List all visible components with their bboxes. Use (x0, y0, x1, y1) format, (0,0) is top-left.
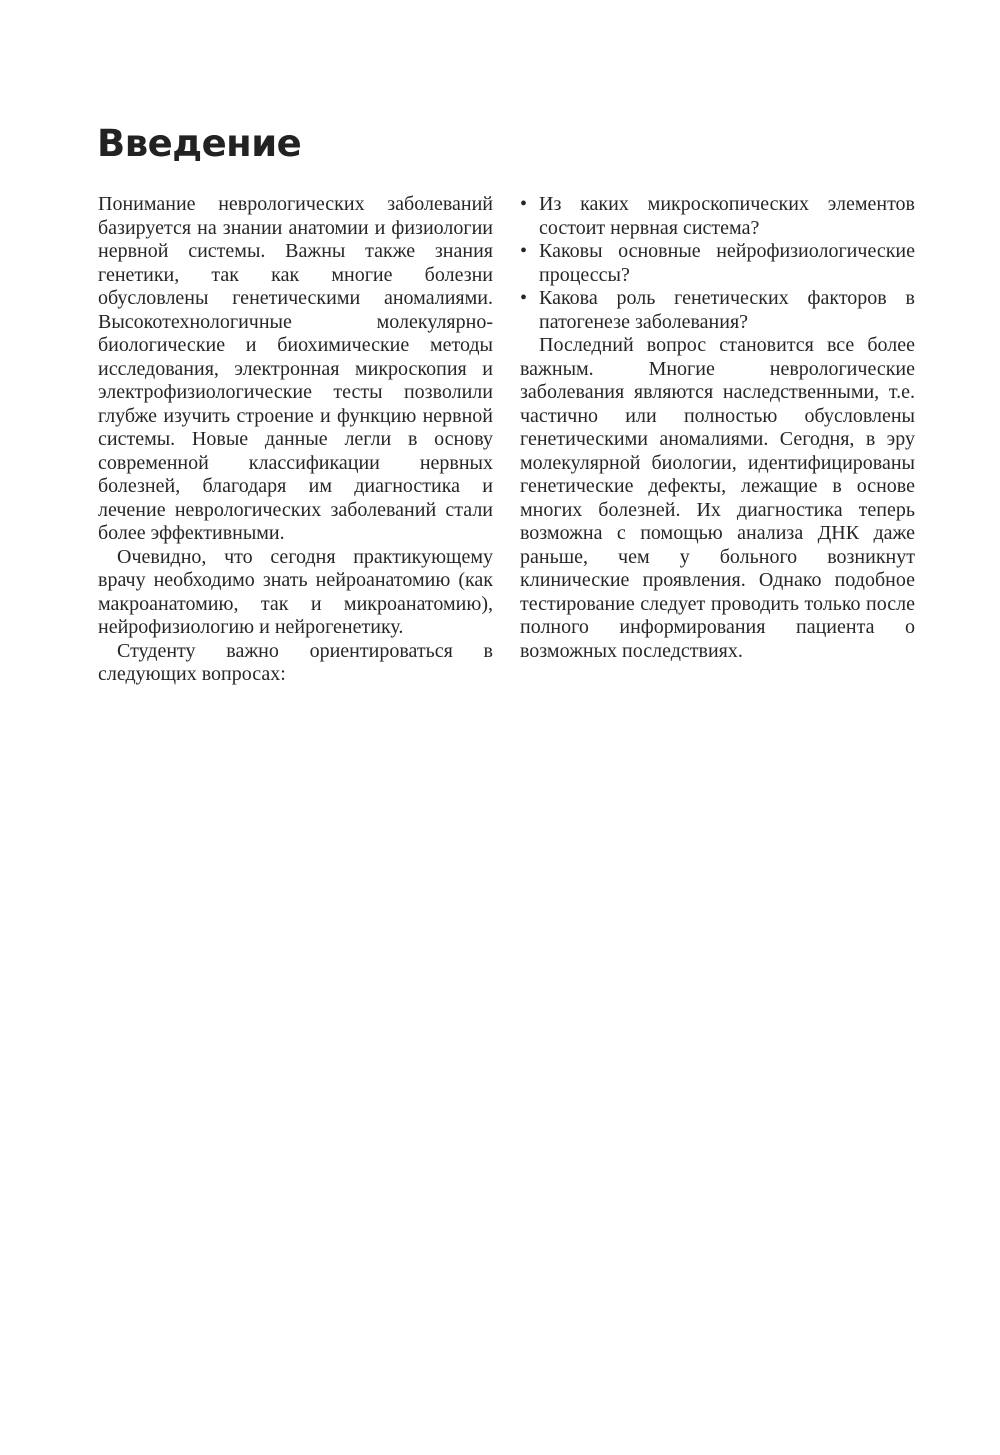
question-list (520, 193, 915, 334)
page-title: Введение (97, 122, 302, 165)
conclusion-paragraph: Последний вопрос становится все более важным. Многие неврологические заболевания являются наследственными, т.е. частично или полностью обусловлены генетическими аномалиями. Сегодня, в эру молекулярной биологии, идентифицированы генетические дефекты, лежащие в основе многих болезней. Их диагностика теперь возможна с помощью анализа ДНК даже раньше, чем у больного возникнут клинические проявления. Однако подобное тестирование следует проводить только после полного информирования пациента о возможных последствиях. (520, 334, 915, 662)
third-paragraph: Студенту важно ориентироваться в следующих вопросах: (98, 639, 493, 685)
list-item-text: Каковы основные нейрофизиологические процессы? (539, 240, 915, 286)
second-paragraph: Очевидно, что сегодня практикующему врачу необходимо знать нейроанатомию (как макроанатомию, так и микроанатомию), нейрофизиологию и нейрогенетику. (98, 545, 493, 638)
list-item (520, 240, 915, 287)
list-item-text: Какова роль генетических факторов в патогенезе заболевания? (539, 287, 915, 333)
left-column (98, 193, 493, 687)
list-item-text: Из каких микроскопических элементов состоит нервная система? (539, 193, 915, 239)
right-column (520, 193, 915, 663)
bullet-icon: • (520, 287, 528, 309)
list-item (520, 193, 915, 240)
bullet-icon: • (520, 240, 528, 262)
list-item (520, 287, 915, 334)
intro-paragraph: Понимание неврологических заболеваний базируется на знании анатомии и физиологии нервной системы. Важны также знания генетики, так как многие болезни обусловлены генетическими аномалиями. Высокотехнологичные молекулярно-биологические и биохимические методы исследования, электронная микроскопия и электрофизиологические тесты позволили глубже изучить строение и функцию нервной системы. Новые данные легли в основу современной классификации нервных болезней, благодаря им диагностика и лечение неврологических заболеваний стали более эффективными. (98, 193, 493, 544)
bullet-icon: • (520, 193, 528, 215)
